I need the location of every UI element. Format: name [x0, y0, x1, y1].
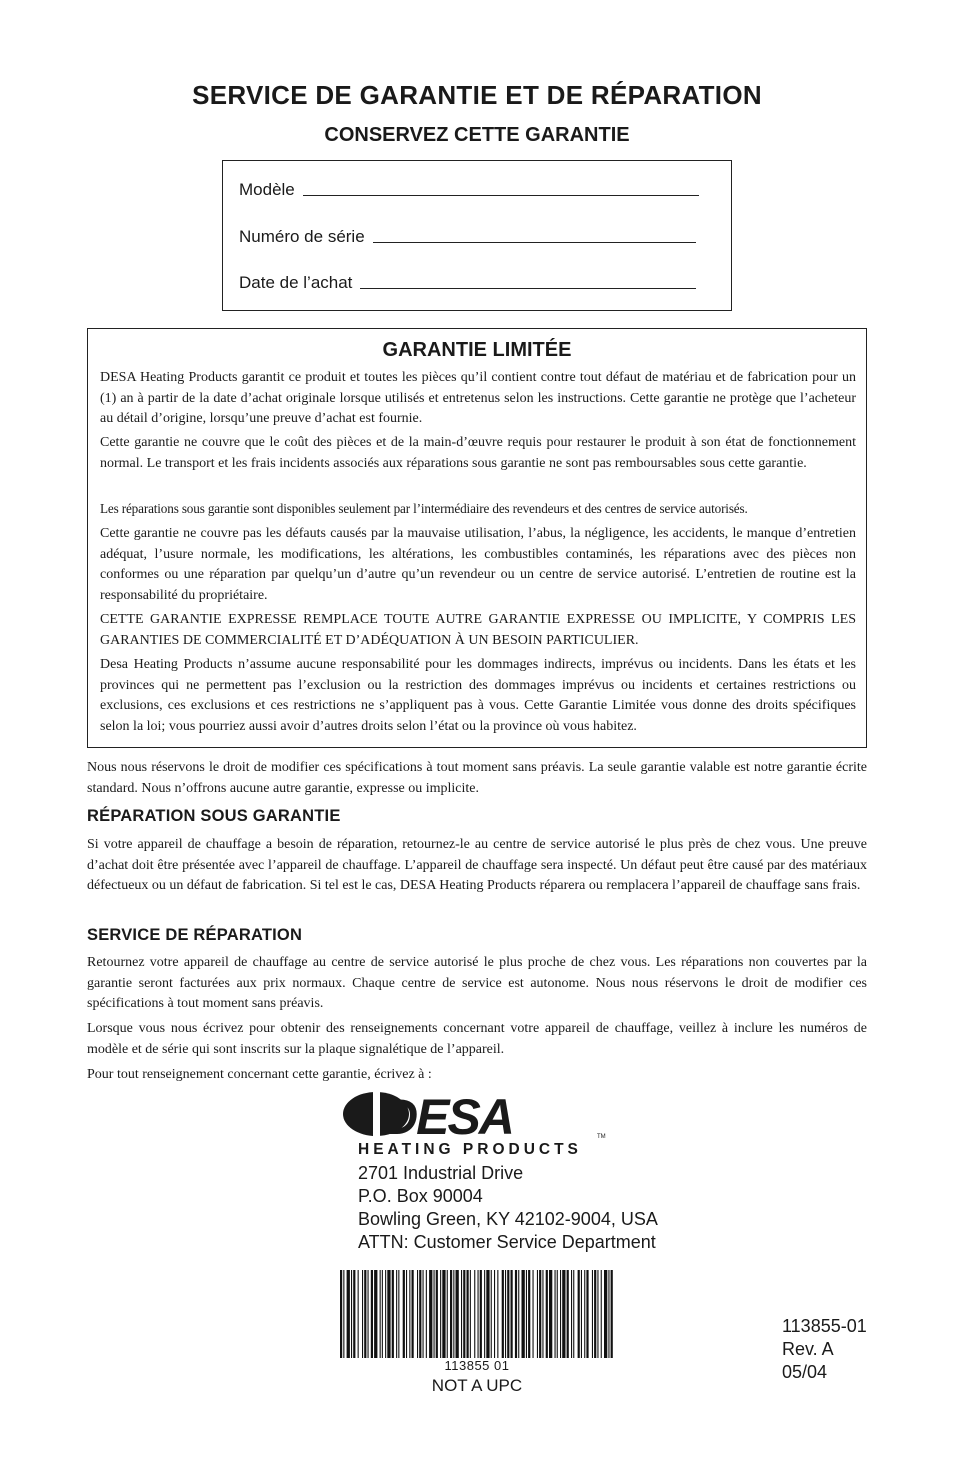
- barcode-bar: [380, 1270, 381, 1358]
- barcode-bar: [358, 1270, 359, 1358]
- barcode-bar: [497, 1270, 498, 1358]
- barcode-bar: [362, 1270, 363, 1358]
- barcode-bar: [604, 1270, 607, 1358]
- repair-service-heading: SERVICE DE RÉPARATION: [87, 926, 303, 944]
- model-label: Modèle: [239, 180, 295, 199]
- model-field: [239, 180, 699, 200]
- barcode-bar: [584, 1270, 585, 1358]
- barcode-bar: [567, 1270, 569, 1358]
- warranty-paragraph: Desa Heating Products n’assume aucune responsabilité pour les dommages indirects, imprévus ou incidents. Dans les états et les provinces qui ne permettent pas l’exclusion ou la restriction des dommages imprévus ou incidents et certaines restrictions ou exclusions, ces exclusions et ces restrictions ne s’appliquent pas à vous. Cette Garantie Limitée vous donne des droits spécifiques selon la loi; vous pourriez aussi avoir d’autres droits selon l’état ou la province où vous habitez.: [100, 657, 856, 734]
- page-title: SERVICE DE GARANTIE ET DE RÉPARATION: [192, 80, 762, 110]
- barcode-bar: [340, 1270, 342, 1358]
- barcode-bar: [396, 1270, 397, 1358]
- barcode-bar: [403, 1270, 405, 1358]
- warranty-paragraph: CETTE GARANTIE EXPRESSE REMPLACE TOUTE AUTRE GARANTIE EXPRESSE OU IMPLICITE, Y COMPRIS LES GARANTIES DE COMMERCIALITÉ ET D’ADÉQUATION À UN BESOIN PARTICULIER.: [100, 612, 856, 648]
- barcode-bar: [387, 1270, 390, 1358]
- logo-wordmark: DESA: [382, 1090, 513, 1145]
- barcode-bar: [528, 1270, 530, 1358]
- barcode-bar: [537, 1270, 538, 1358]
- barcode-bar: [502, 1270, 504, 1358]
- logo-subtitle: HEATING PRODUCTS: [358, 1141, 582, 1158]
- warranty-paragraph: Cette garantie ne couvre que le coût des pièces et de la main-d’œuvre requis pour restaurer le produit à son état de fonctionnement normal. Le transport et les frais incidents associés aux réparations sous garantie ne sont pas remboursables sous cette garantie.: [100, 435, 856, 471]
- barcode-bar: [533, 1270, 534, 1358]
- barcode-bar: [440, 1270, 441, 1358]
- barcode-bar: [560, 1270, 561, 1358]
- trademark-symbol: TM: [597, 1134, 606, 1140]
- barcode-bar: [562, 1270, 565, 1358]
- barcode-bar: [555, 1270, 556, 1358]
- barcode-bar: [474, 1270, 475, 1358]
- barcode-number: 113855 01: [444, 1358, 510, 1373]
- barcode-bar: [371, 1270, 373, 1358]
- barcode-bar: [586, 1270, 588, 1358]
- barcode-bar: [398, 1270, 399, 1358]
- repair-service-paragraph: Lorsque vous nous écrivez pour obtenir des renseignements concernant votre appareil de chauffage, veillez à inclure les numéros de modèle et de série qui sont inscrits sur la plaque signalétique de l’appareil.: [87, 1021, 867, 1057]
- barcode-bar: [522, 1270, 525, 1358]
- purchase-date-blank-line: [360, 287, 696, 289]
- barcode-bar: [484, 1270, 485, 1358]
- barcode-bar: [539, 1270, 541, 1358]
- barcode-bar: [442, 1270, 445, 1358]
- page-subtitle: CONSERVEZ CETTE GARANTIE: [324, 124, 630, 146]
- address-line: P.O. Box 90004: [358, 1186, 483, 1206]
- barcode-bar: [461, 1270, 462, 1358]
- barcode-bar: [494, 1270, 495, 1358]
- serial-label: Numéro de série: [239, 227, 365, 246]
- document-date: 05/04: [782, 1362, 828, 1382]
- barcode-bar: [578, 1270, 580, 1358]
- purchase-date-label: Date de l’achat: [239, 273, 353, 292]
- barcode-bar: [505, 1270, 506, 1358]
- barcode-caption: NOT A UPC: [431, 1376, 523, 1395]
- reservation-notice: Nous nous réservons le droit de modifier ces spécifications à tout moment sans préavis. La seule garantie valable est notre garantie écrite standard. Nous n’offrons aucune autre garantie, expresse ou implicite.: [87, 760, 867, 796]
- barcode-bar: [351, 1270, 352, 1358]
- barcode-bar: [429, 1270, 432, 1358]
- barcode-bar: [467, 1270, 469, 1358]
- barcode-bar: [423, 1270, 424, 1358]
- barcode-bar: [515, 1270, 517, 1358]
- purchase-date-field: [239, 273, 696, 293]
- barcode-bar: [419, 1270, 421, 1358]
- barcode-bar: [409, 1270, 410, 1358]
- barcode-bar: [597, 1270, 598, 1358]
- limited-warranty-heading: GARANTIE LIMITÉE: [382, 339, 572, 361]
- repair-service-paragraph: Retournez votre appareil de chauffage au centre de service autorisé le plus proche de chez vous. Les réparations non couvertes par la garantie seront facturées aux prix normaux. Chaque centre de service est autonome. Nous nous réservons le droit de modifier ces spécifications à tout moment sans préavis.: [87, 955, 867, 1011]
- warranty-paragraph: Cette garantie ne couvre pas les défauts causés par la mauvaise utilisation, l’abus, la négligence, les accidents, le manque d’entretien adéquat, l’usure normale, les modifications, les altérations, les combustibles contaminés, les réparations avec des pièces non conformes ou une réparation par quelqu’un d’autre qu’un revendeur ou un centre de service autorisé. L’entretien de routine est la responsabilité du propriétaire.: [100, 526, 856, 603]
- barcode-bar: [368, 1270, 369, 1358]
- barcode-bar: [382, 1270, 383, 1358]
- barcode-bar: [573, 1270, 574, 1358]
- barcode-bar: [486, 1270, 489, 1358]
- repair-service-paragraph: Pour tout renseignement concernant cette garantie, écrivez à :: [87, 1067, 432, 1082]
- limited-warranty-box: [87, 328, 867, 748]
- barcode-bar: [453, 1270, 454, 1358]
- barcode-bar: [511, 1270, 513, 1358]
- barcode-bar: [608, 1270, 609, 1358]
- barcode-bar: [436, 1270, 438, 1358]
- barcode-bar: [594, 1270, 596, 1358]
- barcode-bar: [447, 1270, 448, 1358]
- repair-under-warranty-text: Si votre appareil de chauffage a besoin de réparation, retournez-le au centre de service autorisé le plus près de chez vous. Une preuve d’achat doit être présentée avec l’appareil de chauffage. L’appareil de chauffage sera inspecté. Un défaut peut être causé par des matériaux défectueux ou un défaut de fabrication. Si tel est le cas, DESA Heating Products réparera ou remplacera l’appareil de chauffage sans frais.: [87, 837, 867, 893]
- barcode-bar: [470, 1270, 471, 1358]
- barcode-bar: [518, 1270, 519, 1358]
- barcode-bar: [426, 1270, 427, 1358]
- barcode-bar: [417, 1270, 418, 1358]
- barcode-bar: [385, 1270, 386, 1358]
- barcode-bar: [353, 1270, 355, 1358]
- serial-field: [239, 227, 696, 247]
- warranty-paragraph: Les réparations sous garantie sont disponibles seulement par l’intermédiaire des revendeurs et des centres de service autorisés.: [100, 501, 748, 516]
- barcode-bar: [491, 1270, 492, 1358]
- barcode-bar: [434, 1270, 435, 1358]
- barcode-bar: [450, 1270, 452, 1358]
- product-record-box: [222, 160, 732, 311]
- part-number: 113855-01: [782, 1316, 867, 1336]
- barcode-bar: [549, 1270, 552, 1358]
- model-blank-line: [303, 194, 699, 196]
- barcode-bar: [507, 1270, 509, 1358]
- barcode-bar: [546, 1270, 548, 1358]
- barcode-bar: [343, 1270, 344, 1358]
- barcode-bar: [601, 1270, 602, 1358]
- barcode-image: [338, 1270, 616, 1358]
- barcode-bar: [571, 1270, 572, 1358]
- barcode-bar: [374, 1270, 377, 1358]
- barcode-bar: [412, 1270, 414, 1358]
- repair-under-warranty-heading: RÉPARATION SOUS GARANTIE: [87, 807, 341, 825]
- barcode-bar: [542, 1270, 543, 1358]
- barcode-bar: [364, 1270, 366, 1358]
- barcode-bar: [347, 1270, 350, 1358]
- barcode-bar: [592, 1270, 593, 1358]
- barcode-bar: [526, 1270, 527, 1358]
- revision: Rev. A: [782, 1339, 834, 1359]
- barcode-bar: [463, 1270, 465, 1358]
- barcode-bar: [406, 1270, 407, 1358]
- barcode-bar: [557, 1270, 558, 1358]
- barcode-bar: [581, 1270, 582, 1358]
- warranty-paragraph: DESA Heating Products garantit ce produit et toutes les pièces qu’il contient contre tout défaut de matériau et de fabrication pour un (1) an à partir de la date d’achat originale lorsque utilisés et entretenus selon les instructions. Cette garantie ne protège que l’acheteur au détail d’origine, lorsqu’une preuve d’achat est fournie.: [100, 370, 856, 426]
- barcode-bar: [478, 1270, 479, 1358]
- barcode-bar: [611, 1270, 613, 1358]
- serial-blank-line: [373, 241, 696, 243]
- barcode-bar: [392, 1270, 394, 1358]
- barcode-bar: [456, 1270, 459, 1358]
- address-line: 2701 Industrial Drive: [358, 1163, 524, 1183]
- barcode-bar: [480, 1270, 482, 1358]
- address-line: Bowling Green, KY 42102-9004, USA: [358, 1209, 658, 1229]
- address-line: ATTN: Customer Service Department: [358, 1232, 656, 1252]
